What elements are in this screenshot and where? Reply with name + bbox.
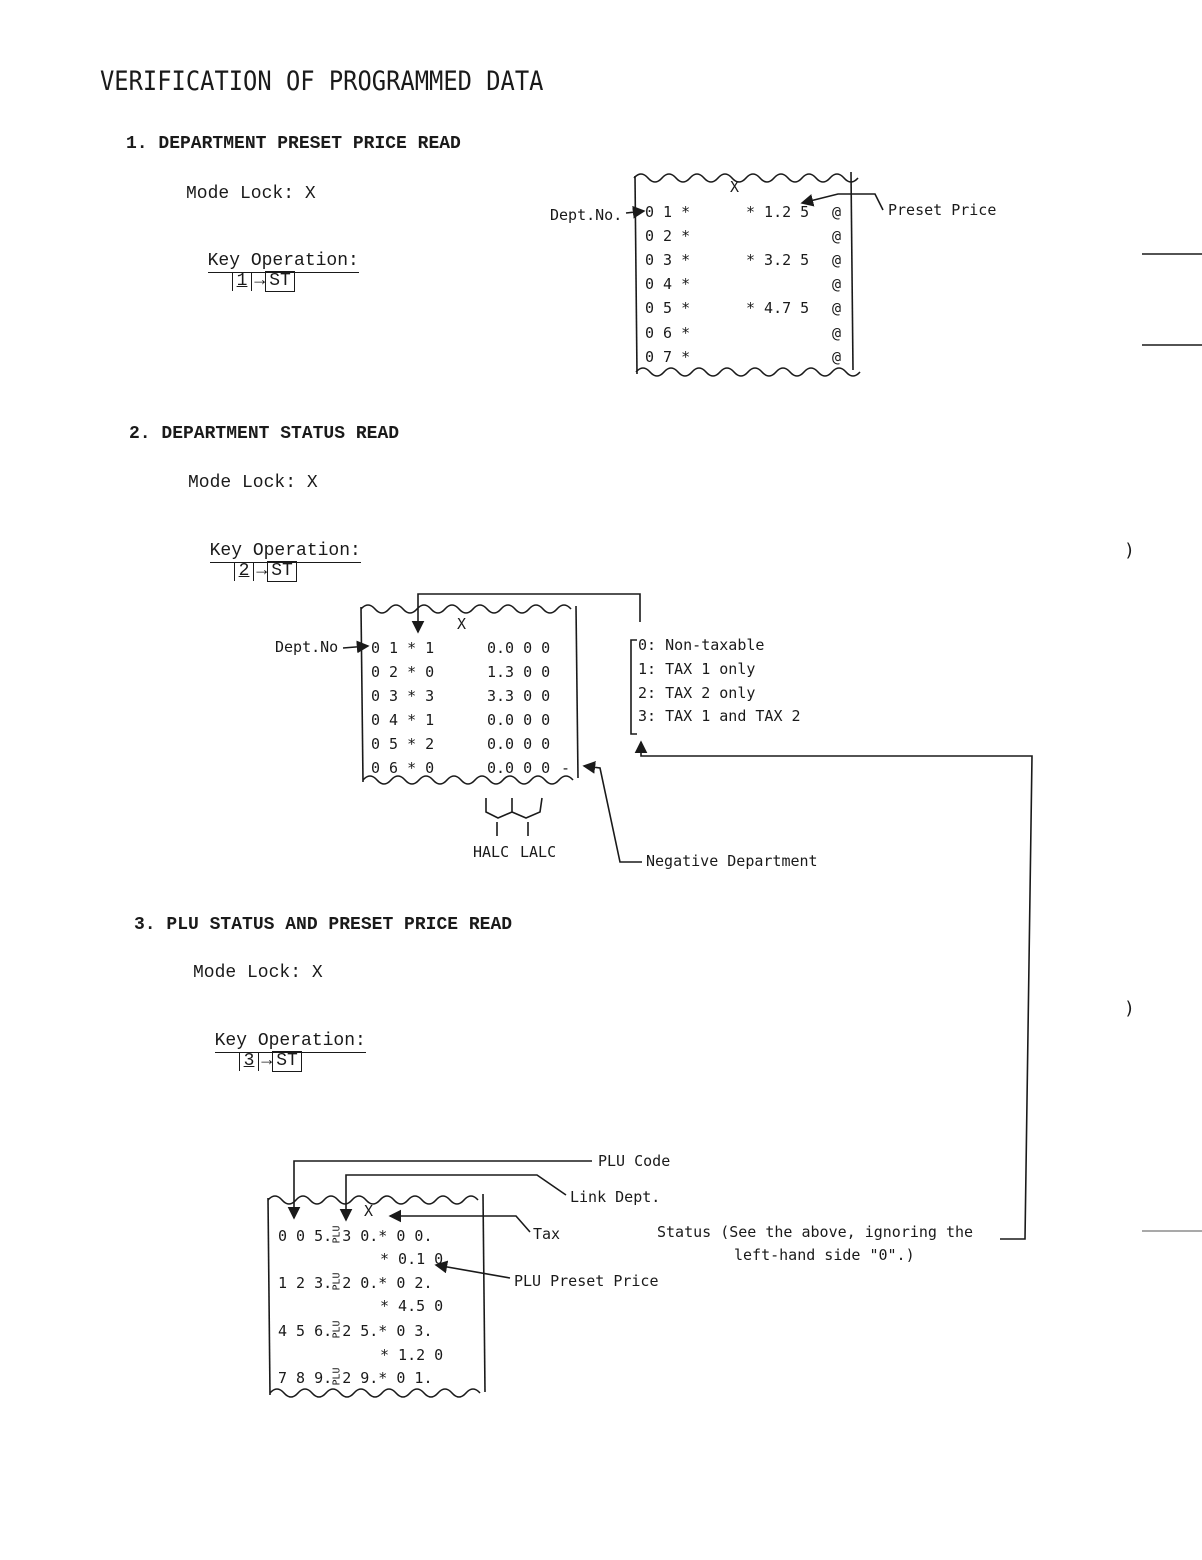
section-3-heading: 3. PLU STATUS AND PRESET PRICE READ — [134, 915, 513, 935]
status-connector-line — [641, 742, 1032, 1239]
receipt2-row-val: 0.0 0 0 — [487, 711, 551, 729]
st-key: ST — [272, 1051, 302, 1072]
receipt2-row-dept: 0 5 * 2 — [371, 735, 435, 753]
plu-preset-price-label: PLU Preset Price — [514, 1272, 659, 1290]
receipt2-left-edge — [361, 607, 363, 782]
receipt2-right-edge — [576, 606, 578, 778]
key-2: 2 — [234, 562, 255, 581]
receipt1-mode: X — [730, 178, 740, 196]
receipt2-row-dept: 0 4 * 1 — [371, 711, 435, 729]
receipt2-row-val: 3.3 0 0 — [487, 687, 551, 705]
tax-legend-item: 1: TAX 1 only — [638, 660, 756, 678]
receipt2-row-dept: 0 2 * 0 — [371, 663, 435, 681]
negative-dept-arrow — [584, 766, 642, 862]
receipt1-left-edge — [635, 176, 637, 374]
halc-label: HALC — [473, 843, 510, 861]
tax-legend-item: 0: Non-taxable — [638, 636, 765, 654]
receipt1-top-tear — [634, 174, 858, 182]
section-1-mode-lock: Mode Lock: X — [186, 184, 316, 204]
receipt3-row-code: 7 8 9.PLU2 9.* 0 1. — [278, 1367, 433, 1387]
tax-status-connector — [418, 594, 640, 632]
receipt1-row-price: * 3.2 5 — [746, 251, 810, 269]
receipt1-preset-label: Preset Price — [888, 201, 997, 219]
section-2-heading: 2. DEPARTMENT STATUS READ — [129, 424, 400, 444]
dept-no-arrow — [626, 211, 644, 213]
receipt2-dept-label: Dept.No — [275, 638, 339, 656]
receipt1-row-price: * 4.7 5 — [746, 299, 810, 317]
page-title: VERIFICATION OF PROGRAMMED DATA — [100, 66, 544, 97]
tax-legend-item: 3: TAX 1 and TAX 2 — [638, 707, 801, 725]
receipt3-row-price: * 1.2 0 — [380, 1346, 444, 1364]
tax-pointer — [390, 1216, 530, 1232]
receipt2-row-val: 1.3 0 0 — [487, 663, 551, 681]
tax-legend-item: 2: TAX 2 only — [638, 684, 756, 702]
arrow-icon: → — [261, 1051, 273, 1071]
receipt2-row-dept: 0 1 * 1 — [371, 639, 435, 657]
section-2-mode-lock: Mode Lock: X — [188, 473, 318, 493]
receipt1-row-dept: 0 2 * — [645, 227, 691, 245]
receipt1-bottom-tear — [636, 368, 860, 376]
receipt2-row-val: 0.0 0 0 — [487, 639, 551, 657]
receipt1-row-dept: 0 7 * — [645, 348, 691, 366]
section-1-heading: 1. DEPARTMENT PRESET PRICE READ — [126, 134, 461, 154]
receipt2-mode: X — [457, 615, 467, 633]
section-3-mode-lock: Mode Lock: X — [193, 963, 323, 983]
receipt3-row-code: 4 5 6.PLU2 5.* 0 3. — [278, 1320, 433, 1340]
receipt3-left-edge — [268, 1198, 270, 1395]
receipt2-row-neg: - — [561, 759, 571, 777]
key-operation-label: Key Operation: — [214, 1031, 366, 1051]
receipt3-mode: X — [364, 1202, 374, 1220]
receipt2-bottom-tear — [363, 776, 573, 784]
link-dept-pointer — [346, 1175, 566, 1220]
link-dept-label: Link Dept. — [570, 1188, 661, 1206]
receipt1-row-at: @ — [832, 203, 842, 221]
receipt2-row-val: 0.0 0 0 — [487, 735, 551, 753]
receipt1-row-at: @ — [832, 299, 842, 317]
receipt3-right-edge — [483, 1194, 485, 1392]
dept-no-arrow — [343, 646, 368, 648]
preset-price-arrow — [802, 194, 883, 210]
status-note-line2: left-hand side "0".) — [734, 1246, 915, 1264]
receipt1-row-dept: 0 1 * — [645, 203, 691, 221]
receipt1-row-at: @ — [832, 275, 842, 293]
receipt1-dept-label: Dept.No. — [550, 206, 623, 224]
receipt1-row-price: * 1.2 5 — [746, 203, 810, 221]
receipt1-row-dept: 0 6 * — [645, 324, 691, 342]
key-operation-label: Key Operation: — [209, 541, 361, 561]
receipt1-row-dept: 0 4 * — [645, 275, 691, 293]
key-operation-label: Key Operation: — [207, 251, 359, 271]
plu-glyph: PLU — [331, 1320, 343, 1339]
receipt2-row-dept: 0 6 * 0 — [371, 759, 435, 777]
receipt2-row-val: 0.0 0 0 — [487, 759, 551, 777]
receipt2-row-dept: 0 3 * 3 — [371, 687, 435, 705]
legend-bracket — [631, 640, 637, 734]
plu-glyph: PLU — [331, 1272, 343, 1291]
key-3: 3 — [239, 1052, 260, 1071]
receipt1-row-at: @ — [832, 324, 842, 342]
receipt1-row-at: @ — [832, 348, 842, 366]
halc-lalc-braces — [486, 798, 542, 818]
arrow-icon: → — [256, 561, 268, 581]
tax-label: Tax — [533, 1225, 561, 1243]
st-key: ST — [267, 561, 297, 582]
plu-code-pointer — [294, 1161, 592, 1218]
receipt3-top-tear — [268, 1196, 478, 1204]
receipt1-right-edge — [851, 172, 853, 370]
status-note-line1: Status (See the above, ignoring the — [657, 1223, 974, 1241]
margin-mark: ) — [1124, 540, 1135, 561]
plu-code-label: PLU Code — [598, 1152, 671, 1170]
plu-glyph: PLU — [331, 1225, 343, 1244]
lalc-label: LALC — [520, 843, 557, 861]
receipt1-row-at: @ — [832, 251, 842, 269]
arrow-icon: → — [254, 271, 266, 291]
plu-glyph: PLU — [331, 1367, 343, 1386]
margin-mark: ) — [1124, 998, 1135, 1019]
receipt1-row-at: @ — [832, 227, 842, 245]
receipt3-bottom-tear — [270, 1389, 480, 1397]
receipt3-row-code: 0 0 5.PLU3 0.* 0 0. — [278, 1225, 433, 1245]
receipt3-row-price: * 4.5 0 — [380, 1297, 444, 1315]
receipt3-row-price: * 0.1 0 — [380, 1250, 444, 1268]
receipt3-row-code: 1 2 3.PLU2 0.* 0 2. — [278, 1272, 433, 1292]
receipt1-row-dept: 0 5 * — [645, 299, 691, 317]
plu-preset-price-pointer — [436, 1265, 510, 1278]
st-key: ST — [265, 271, 295, 292]
receipt1-row-dept: 0 3 * — [645, 251, 691, 269]
key-1: 1 — [232, 272, 253, 291]
receipt2-top-tear — [361, 605, 571, 613]
negative-department-label: Negative Department — [646, 852, 818, 870]
